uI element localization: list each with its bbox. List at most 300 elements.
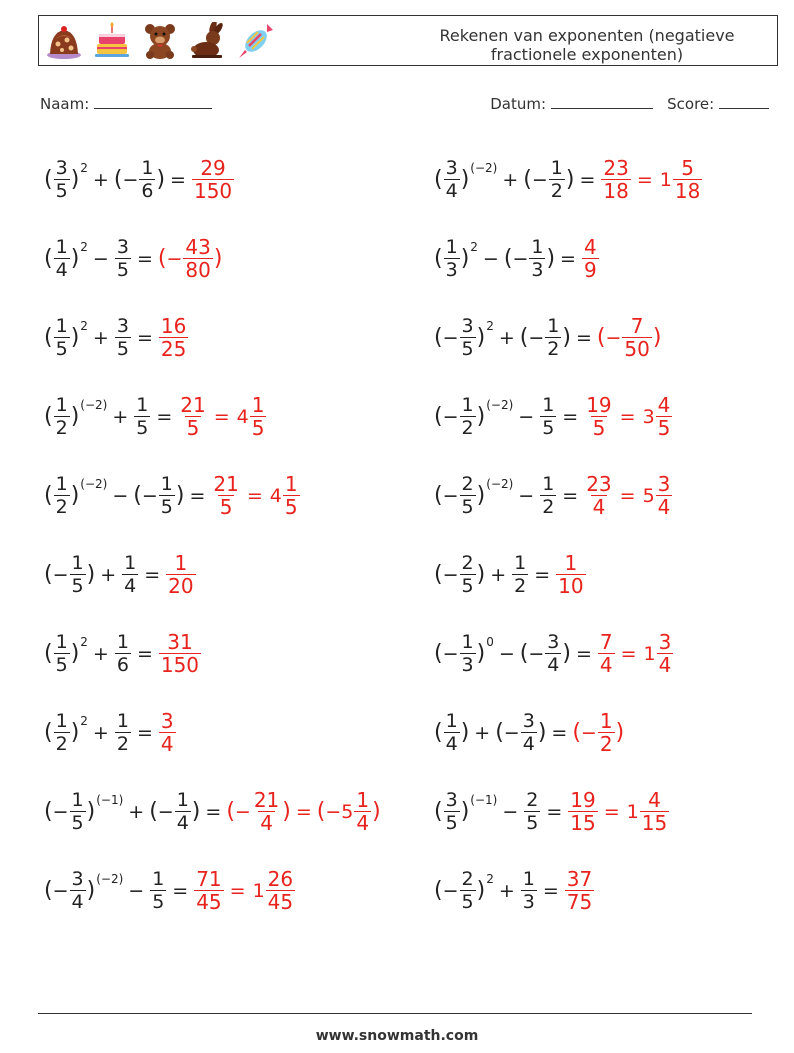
sign: − [442,642,459,665]
operator: = [575,326,592,349]
exponent: (−2) [470,160,498,175]
operator: = [534,563,551,586]
fraction [444,157,460,202]
problem-row [434,851,794,930]
paren: ( [226,799,235,824]
denominator: 5 [55,338,68,360]
numerator: 4 [657,393,671,417]
numerator: 1 [55,631,68,653]
denominator: 5 [186,416,200,440]
fraction [521,868,537,913]
exponent: 0 [486,634,494,649]
sign: − [52,563,69,586]
paren: ( [519,641,529,666]
denominator: 5 [461,496,474,518]
numerator: 19 [570,788,596,812]
fraction [54,710,70,755]
paren: ( [434,325,443,350]
fraction [444,236,460,281]
answer [177,394,267,439]
numerator: 1 [445,710,458,732]
paren: ( [503,246,513,271]
paren: ( [44,325,53,350]
paren: ( [113,167,123,192]
whole-number: 1 [659,168,672,191]
denominator: 15 [641,811,668,835]
fraction [568,789,597,834]
operator: = [619,484,636,507]
problem-row [434,614,794,693]
operator: = [620,642,637,665]
numerator: 1 [461,631,474,653]
fraction [192,157,234,202]
problem-row [434,298,794,377]
fraction [252,789,281,834]
answer [158,236,223,281]
fraction [354,789,371,834]
paren: ( [44,562,53,587]
paren: ( [133,483,142,508]
fraction [460,315,476,360]
problem-row [44,377,414,456]
operator: = [575,642,592,665]
fraction [70,552,86,597]
fraction [178,394,207,439]
denominator: 2 [55,417,68,439]
numerator: 4 [648,788,661,812]
numerator: 7 [599,630,613,654]
paren: ) [70,404,80,429]
problem-row [44,140,414,219]
fraction [460,868,476,913]
exponent: 2 [80,239,88,254]
fraction [521,710,537,755]
paren: ) [70,641,80,666]
paren: ) [282,799,291,824]
paren: ) [537,720,547,745]
paren: ( [434,641,443,666]
numerator: 2 [461,473,474,495]
paren: ) [652,325,662,350]
denominator: 2 [116,733,129,755]
answer [583,394,673,439]
paren: ( [495,720,504,745]
exponent: (−2) [486,397,514,412]
numerator: 7 [630,314,644,338]
denominator: 5 [251,416,265,440]
denominator: 5 [526,812,539,834]
operator: = [136,326,153,349]
paren: ) [156,167,166,192]
fraction [598,710,615,755]
operator: + [92,721,109,744]
sign: − [580,721,597,744]
denominator: 4 [356,811,370,835]
operator: + [490,563,507,586]
chocolate-bunny-icon [189,22,227,60]
operator: + [498,326,515,349]
numerator: 1 [445,236,458,258]
paren: ) [546,246,556,271]
exponent: 2 [486,871,494,886]
answer [193,868,296,913]
fraction [656,394,673,439]
exponent: (−1) [96,792,124,807]
birthday-cake-icon [93,22,131,60]
sign: − [52,800,69,823]
sign: − [442,879,459,902]
sign: − [157,800,174,823]
left-problem-column [44,140,414,930]
paren: ) [460,720,470,745]
numerator: 1 [522,868,535,890]
numerator: 1 [531,236,544,258]
numerator: 1 [116,710,129,732]
answer [567,789,670,834]
paren: ( [44,641,53,666]
name-blank[interactable] [94,94,212,109]
denominator: 5 [284,495,298,519]
sign: − [52,879,69,902]
numerator: 1 [55,394,68,416]
exponent: 2 [80,318,88,333]
fraction [460,473,476,518]
paren: ) [562,641,571,666]
paren: ) [460,799,470,824]
fraction [582,236,599,281]
paren: ( [157,246,167,271]
problem-row [44,219,414,298]
paren: ( [434,167,443,192]
denominator: 15 [570,811,596,835]
problem-row [434,772,794,851]
numerator: 16 [160,314,187,338]
exponent: 2 [80,713,88,728]
operator: = [295,800,312,823]
fraction [70,789,86,834]
denominator: 4 [71,891,84,913]
denominator: 45 [267,890,294,914]
paren: ) [70,720,80,745]
operator: + [498,879,515,902]
pudding-icon [45,22,83,60]
numerator: 1 [141,157,154,179]
operator: = [213,405,230,428]
denominator: 4 [176,812,189,834]
numerator: 1 [284,472,298,496]
numerator: 1 [251,393,265,417]
denominator: 5 [461,575,474,597]
fraction [283,473,300,518]
operator: = [170,168,186,191]
paren: ( [434,799,443,824]
operator: = [562,484,579,507]
sign: − [122,168,139,191]
operator: − [518,405,535,428]
fraction [584,473,613,518]
problem-row [44,851,414,930]
paren: ( [596,325,606,350]
exponent: 2 [486,318,494,333]
score-blank[interactable] [719,94,769,109]
paren: ( [44,246,53,271]
denominator: 4 [445,733,458,755]
numerator: 3 [116,315,129,337]
sign: − [512,247,529,270]
operator: = [189,484,206,507]
fraction [183,236,212,281]
fraction [266,868,295,913]
numerator: 1 [71,552,84,574]
denominator: 4 [657,495,671,519]
fraction [540,473,556,518]
problem-row [44,614,414,693]
fraction [115,631,131,676]
numerator: 3 [547,631,560,653]
operator: = [636,168,653,191]
sign: −5 [325,800,354,823]
exponent: 2 [80,160,88,175]
numerator: 3 [55,157,68,179]
paren: ) [565,167,575,192]
fraction [460,631,476,676]
paren: ( [44,483,53,508]
answer [597,315,662,360]
fraction [512,552,528,597]
denominator: 4 [599,653,613,677]
denominator: 2 [55,496,68,518]
numerator: 3 [445,789,458,811]
header-box [38,15,778,66]
footer-divider [38,1013,752,1014]
sign: − [531,168,548,191]
denominator: 2 [550,180,563,202]
numerator: 1 [55,710,68,732]
exponent: (−2) [80,397,108,412]
numerator: 1 [116,631,129,653]
numerator: 1 [124,552,137,574]
operator: = [551,721,568,744]
paren: ) [86,799,96,824]
numerator: 1 [55,236,68,258]
paren: ) [460,246,470,271]
teddy-bear-icon [141,22,179,60]
fraction [460,552,476,597]
fraction [524,789,540,834]
operator: = [144,563,161,586]
denominator: 80 [185,258,211,282]
denominator: 75 [566,890,593,914]
fraction [556,552,585,597]
fraction [175,789,191,834]
operator: + [100,563,117,586]
paren: ( [523,167,532,192]
operator: − [92,247,109,270]
denominator: 5 [160,496,173,518]
denominator: 4 [658,653,672,677]
fraction [540,394,556,439]
denominator: 3 [445,259,458,281]
denominator: 5 [657,416,671,440]
numerator: 2 [526,789,539,811]
date-score-fields [490,94,769,113]
answer [210,473,300,518]
denominator: 10 [558,574,584,598]
numerator: 1 [152,868,165,890]
problem-row [44,693,414,772]
whole-number: 5 [642,484,655,507]
name-field [40,94,212,113]
paren: ) [476,325,486,350]
exponent: 2 [80,634,88,649]
icon-row [45,22,275,60]
name-label: Naam: [40,95,90,113]
denominator: 6 [141,180,154,202]
operator: = [136,642,153,665]
answer [158,631,202,676]
numerator: 19 [586,393,612,417]
numerator: 37 [566,867,593,891]
paren: ) [86,562,96,587]
numerator: 1 [542,473,555,495]
denominator: 2 [547,338,560,360]
whole-number: 4 [269,484,282,507]
denominator: 2 [514,575,527,597]
sign: − [528,642,545,665]
whole-number: 1 [643,642,656,665]
score-label: Score: [667,95,715,113]
answer [583,473,673,518]
denominator: 4 [592,495,606,519]
problem-row [434,219,794,298]
numerator: 29 [200,156,226,180]
denominator: 25 [160,337,187,361]
answer [158,710,177,755]
answer [158,315,189,360]
paren: ( [434,562,443,587]
denominator: 45 [196,890,222,914]
numerator: 1 [599,709,613,733]
fraction [545,631,561,676]
denominator: 2 [55,733,68,755]
fraction [122,552,138,597]
denominator: 5 [136,417,149,439]
whole-number: 3 [642,405,655,428]
denominator: 5 [152,891,165,913]
numerator: 3 [160,709,174,733]
whole-number: 1 [626,800,639,823]
sign: − [442,484,459,507]
sign: − [166,247,183,270]
exponent: (−2) [96,871,124,886]
paren: ( [149,799,158,824]
operator: = [546,800,563,823]
fraction [54,315,70,360]
fraction [54,473,70,518]
denominator: 3 [461,654,474,676]
problem-row [44,535,414,614]
fraction [139,157,155,202]
operator: = [156,405,173,428]
denominator: 5 [71,575,84,597]
denominator: 2 [542,496,555,518]
denominator: 3 [522,891,535,913]
fraction [565,868,594,913]
problem-row [434,377,794,456]
paren: ) [175,483,185,508]
problem-row [434,693,794,772]
numerator: 26 [267,867,294,891]
fraction [211,473,240,518]
numerator: 31 [167,630,193,654]
operator: + [112,405,129,428]
problem-row [44,772,414,851]
denominator: 5 [461,891,474,913]
operator: = [603,800,620,823]
denominator: 4 [124,575,137,597]
fraction [54,394,70,439]
fraction [444,710,460,755]
sign: − [141,484,158,507]
answer [564,868,595,913]
operator: = [560,247,576,270]
denominator: 3 [531,259,544,281]
denominator: 5 [71,812,84,834]
paren: ) [86,878,96,903]
fraction [584,394,613,439]
numerator: 3 [658,630,672,654]
numerator: 1 [356,788,370,812]
denominator: 5 [116,338,129,360]
date-blank[interactable] [551,94,653,109]
fraction [656,473,673,518]
paren: ( [44,167,53,192]
paren: ( [316,799,326,824]
operator: = [136,247,153,270]
denominator: 18 [603,179,629,203]
operator: + [92,326,109,349]
denominator: 20 [168,574,194,598]
paren: ) [476,483,486,508]
numerator: 3 [71,868,84,890]
numerator: 3 [116,236,129,258]
problem-row [434,140,794,219]
paren: ( [44,799,53,824]
denominator: 5 [55,180,68,202]
numerator: 3 [445,157,458,179]
numerator: 1 [547,315,560,337]
paren: ( [44,720,53,745]
fraction [150,868,166,913]
denominator: 6 [116,654,129,676]
fraction [640,789,669,834]
denominator: 150 [193,179,233,203]
paren: ( [572,720,581,745]
fraction [159,315,188,360]
denominator: 150 [160,653,200,677]
sign: − [528,326,545,349]
fraction [622,315,651,360]
denominator: 4 [522,733,535,755]
paren: ) [460,167,470,192]
denominator: 4 [445,180,458,202]
fraction [529,236,545,281]
problem-row [434,456,794,535]
numerator: 1 [174,551,188,575]
sign: − [503,721,520,744]
numerator: 3 [657,472,671,496]
fraction [115,315,131,360]
